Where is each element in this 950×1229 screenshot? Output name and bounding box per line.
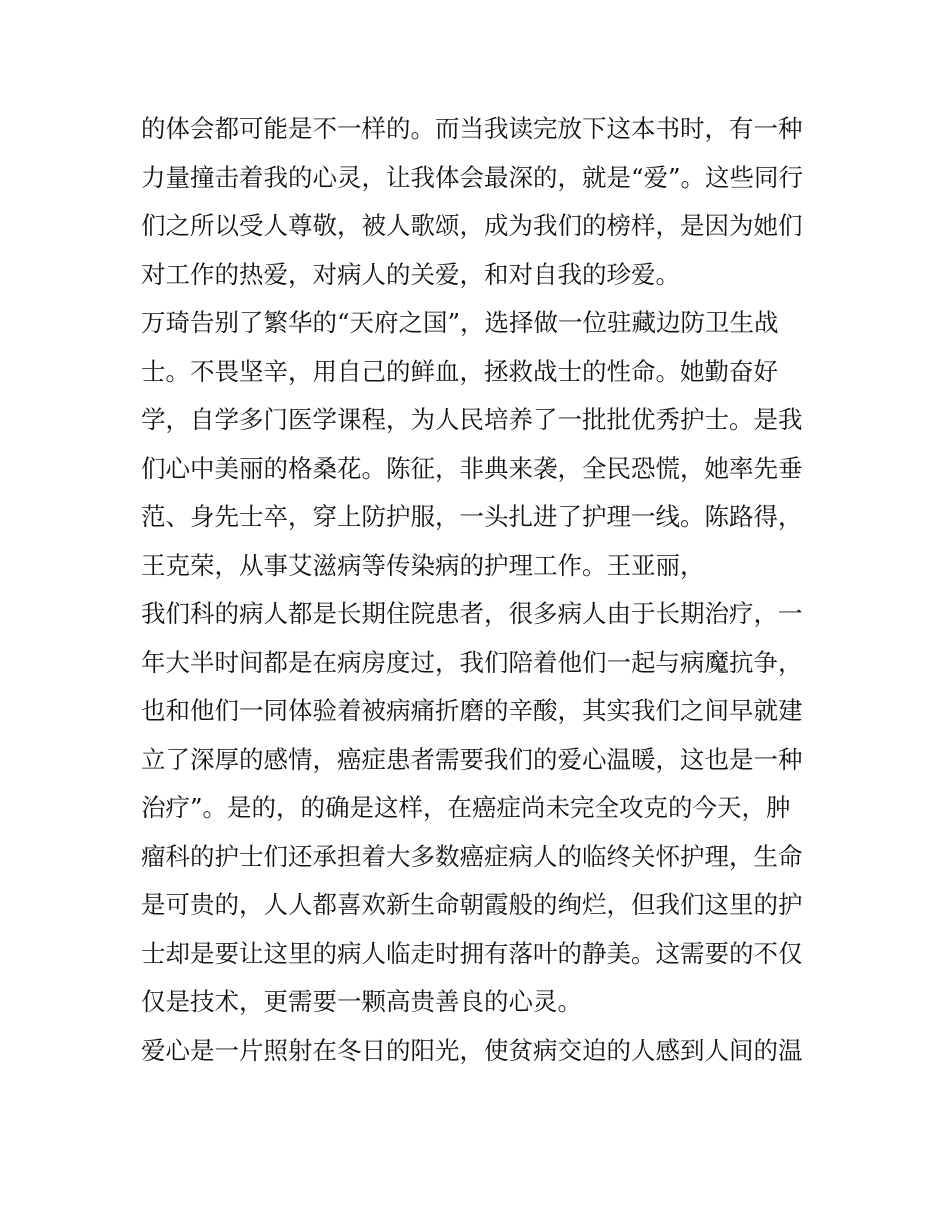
text-line: 们心中美丽的格桑花。陈征，非典来袭，全民恐慌，她率先垂 — [141, 453, 803, 483]
text-line: 爱心是一片照射在冬日的阳光，使贫病交迫的人感到人间的温 — [141, 1035, 803, 1065]
text-line: 力量撞击着我的心灵，让我体会最深的，就是“爱”。这些同行 — [141, 162, 804, 192]
text-line: 士。不畏坚辛，用自己的鲜血，拯救战士的性命。她勤奋好 — [141, 356, 778, 386]
text-line: 是可贵的，人人都喜欢新生命朝霞般的绚烂，但我们这里的护 — [141, 890, 803, 919]
text-line: 瘤科的护士们还承担着大多数癌症病人的临终关怀护理，生命 — [141, 841, 803, 871]
text-line: 立了深厚的感情，癌症患者需要我们的爱心温暖，这也是一种 — [141, 744, 803, 774]
body-text — [141, 105, 821, 1075]
text-line: 也和他们一同体验着被病痛折磨的辛酸，其实我们之间早就建 — [141, 696, 803, 725]
text-line: 学，自学多门医学课程，为人民培养了一批批优秀护士。是我 — [141, 405, 803, 434]
text-line: 王克荣，从事艾滋病等传染病的护理工作。王亚丽， — [141, 550, 705, 580]
text-line: 们之所以受人尊敬，被人歌颂，成为我们的榜样，是因为她们 — [141, 211, 803, 240]
text-line: 仅是技术，更需要一颗高贵善良的心灵。 — [141, 987, 582, 1016]
text-line: 我们科的病人都是长期住院患者，很多病人由于长期治疗，一 — [141, 599, 803, 628]
text-line: 范、身先士卒，穿上防护服，一头扎进了护理一线。陈路得， — [141, 502, 803, 531]
text-line: 对工作的热爱，对病人的关爱，和对自我的珍爱。 — [141, 259, 680, 289]
text-line: 的体会都可能是不一样的。而当我读完放下这本书时，有一种 — [141, 114, 803, 143]
text-line: 士却是要让这里的病人临走时拥有落叶的静美。这需要的不仅 — [141, 938, 803, 968]
text-line: 治疗”。是的，的确是这样，在癌症尚未完全攻克的今天，肿 — [141, 793, 791, 822]
text-line: 万琦告别了繁华的“天府之国”，选择做一位驻藏边防卫生战 — [141, 308, 779, 337]
text-line: 年大半时间都是在病房度过，我们陪着他们一起与病魔抗争， — [141, 647, 803, 677]
